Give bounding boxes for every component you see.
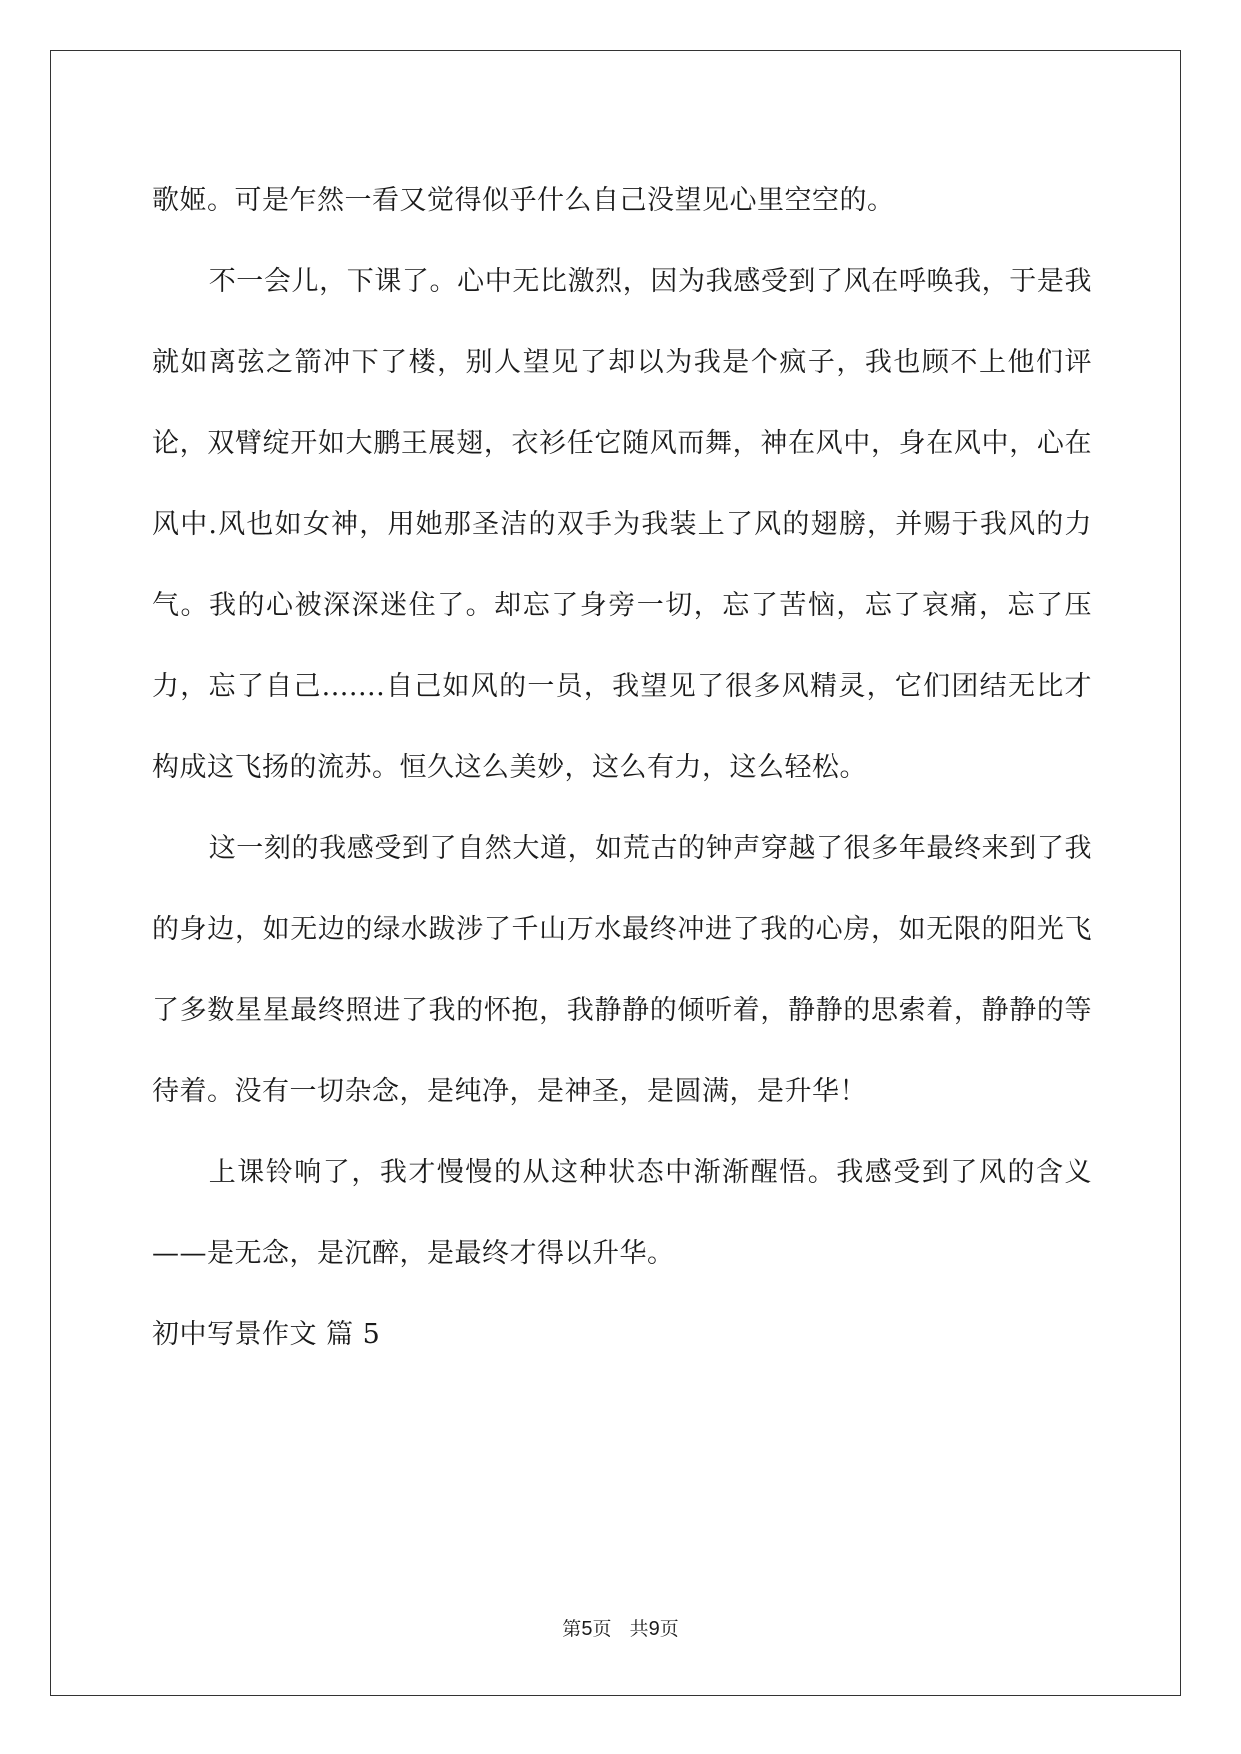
current-page-number: 5 bbox=[581, 1618, 593, 1640]
page-footer bbox=[0, 1614, 1241, 1641]
paragraph-2: 不一会儿，下课了。心中无比激烈，因为我感受到了风在呼唤我，于是我就如离弦之箭冲下了楼，别人望见了却以为我是个疯子，我也顾不上他们评论，双臂绽开如大鹏王展翅，衣衫任它随风而舞，神在风中，身在风中，心在风中.风也如女神，用她那圣洁的双手为我装上了风的翅膀，并赐于我风的力气。我的心被深深迷住了。却忘了身旁一切，忘了苦恼，忘了哀痛，忘了压力，忘了自己.......自己如风的一员，我望见了很多风精灵，它们团结无比才构成这飞扬的流苏。恒久这么美妙，这么有力，这么轻松。 bbox=[152, 266, 1092, 783]
footer-prefix: 第 bbox=[562, 1618, 582, 1640]
footer-suffix: 页 bbox=[659, 1618, 679, 1640]
paragraph-1: 歌姬。可是乍然一看又觉得似乎什么自己没望见心里空空的。 bbox=[152, 185, 895, 216]
document-body bbox=[152, 160, 1092, 1375]
section-heading: 初中写景作文 篇 5 bbox=[152, 1319, 381, 1350]
total-page-number: 9 bbox=[648, 1618, 660, 1640]
footer-mid: 页 共 bbox=[592, 1618, 649, 1640]
paragraph-3: 这一刻的我感受到了自然大道，如荒古的钟声穿越了很多年最终来到了我的身边，如无边的绿水跋涉了千山万水最终冲进了我的心房，如无限的阳光飞了多数星星最终照进了我的怀抱，我静静的倾听着，静静的思索着，静静的等待着。没有一切杂念，是纯净，是神圣，是圆满，是升华！ bbox=[152, 833, 1092, 1107]
paragraph-4: 上课铃响了，我才慢慢的从这种状态中渐渐醒悟。我感受到了风的含义——是无念，是沉醉，是最终才得以升华。 bbox=[152, 1157, 1092, 1269]
